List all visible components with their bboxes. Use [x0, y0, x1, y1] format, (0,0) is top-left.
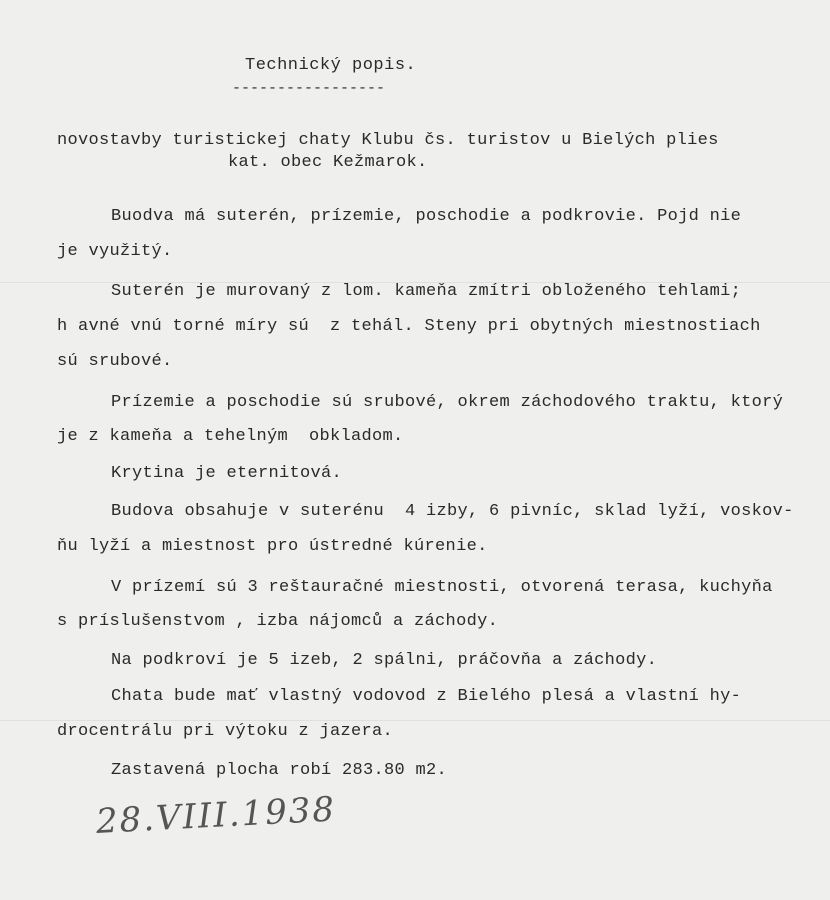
text-line: Zastavená plocha robí 283.80 m2. — [111, 761, 448, 780]
text-line: je využitý. — [57, 242, 173, 261]
text-line: Krytina je eternitová. — [111, 464, 343, 483]
text-line: Chata bude mať vlastný vodovod z Bielého plesá a vlastní hy- — [111, 687, 742, 706]
text-line: je z kameňa a tehelným obkladom. — [57, 427, 404, 446]
paper-fold — [0, 720, 830, 721]
handwritten-date: 28.VIII.1938 — [94, 789, 337, 842]
text-line: h avné vnú torné míry sú z tehál. Steny pri obytných miestnostiach — [57, 317, 761, 336]
text-line: Buodva má suterén, prízemie, poschodie a podkrovie. Pojd nie — [111, 207, 742, 226]
text-line: drocentrálu pri výtoku z jazera. — [57, 722, 394, 741]
title-underline: ----------------- — [232, 80, 386, 97]
text-line: kat. obec Kežmarok. — [228, 153, 428, 172]
text-line: ňu lyží a miestnost pro ústredné kúrenie. — [57, 537, 488, 556]
text-line: Budova obsahuje v suterénu 4 izby, 6 pivníc, sklad lyží, voskov- — [111, 502, 794, 521]
text-line: novostavby turistickej chaty Klubu čs. turistov u Bielých plies — [57, 131, 719, 150]
text-line: Suterén je murovaný z lom. kameňa zmítri obloženého tehlami; — [111, 282, 742, 301]
text-line: sú srubové. — [57, 352, 173, 371]
text-line: V prízemí sú 3 reštauračné miestnosti, otvorená terasa, kuchyňa — [111, 578, 773, 597]
text-line: Prízemie a poschodie sú srubové, okrem záchodového traktu, ktorý — [111, 393, 784, 412]
text-line: s príslušenstvom , izba nájomců a záchody. — [57, 612, 499, 631]
document-title: Technický popis. — [245, 56, 417, 75]
text-line: Na podkroví je 5 izeb, 2 spálni, práčovňa a záchody. — [111, 651, 658, 670]
